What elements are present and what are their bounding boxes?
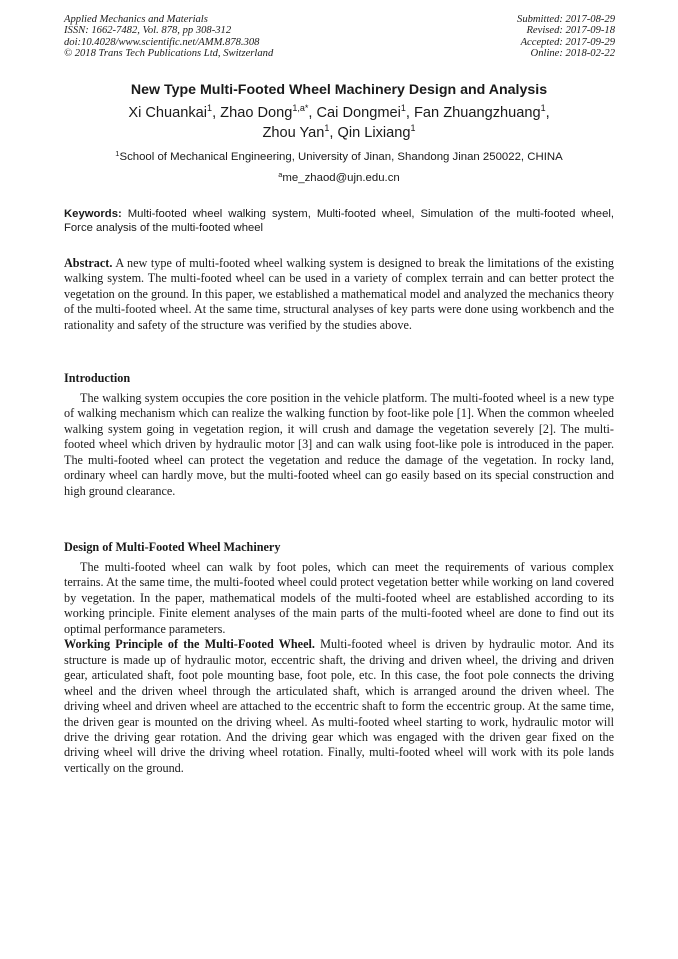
working-principle-label: Working Principle of the Multi-Footed Wheel. [64,637,315,652]
affiliation-mark: 1 [115,149,120,158]
author-affiliation-mark: 1,a* [292,103,309,113]
journal-copyright: © 2018 Trans Tech Publications Ltd, Switzerland [64,48,274,60]
abstract [64,256,614,333]
keywords-text: Multi-footed wheel walking system, Multi-footed wheel, Simulation of the multi-footed wheel, Force analysis of the multi-footed wheel [64,208,614,235]
journal-doi: doi:10.4028/www.scientific.net/AMM.878.308 [64,36,260,48]
author-name: Zhao Dong [220,105,293,121]
author-affiliation-mark: 1 [400,103,406,113]
abstract-label: Abstract. [64,256,113,270]
introduction-heading: Introduction [64,371,131,385]
author-list: Xi Chuankai$^1$, Zhao Dong$^{1,a*}$, Cai Dongmei$^1$, Fan Zhuangzhuang$^1$, Zhou Yan$^1$, Qin Lixiang$^1$ [128,103,550,141]
journal-name: Applied Mechanics and Materials [64,14,208,25]
author-affiliation-mark: 1 [410,123,416,133]
keywords-label: Keywords: [64,208,122,220]
introduction-section [64,391,614,499]
email-mark: a [278,170,283,179]
author-name: Fan Zhuangzhuang [414,105,541,121]
affiliation [0,151,678,163]
author-affiliation-mark: 1 [207,103,213,113]
affiliation-text: School of Mechanical Engineering, University of Jinan, Shandong Jinan 250022, CHINA [119,151,563,163]
journal-info [64,14,273,60]
design-paragraph: The multi-footed wheel can walk by foot poles, which can meet the requirements of various complex terrains. At the same time, the multi-footed wheel could protect vegetation better while working on land covered by vegetation. In the paper, mathematical models of the multi-footed wheel are established according to its working principle. Finite element analyses of the main parts of the multi-footed wheel are done to find out its optimal performance parameters. [64,560,614,636]
working-principle-paragraph [64,637,614,776]
author-affiliation-mark: 1 [540,103,546,113]
accepted-date: Accepted: 2017-09-29 [520,36,615,48]
paper-title: New Type Multi-Footed Wheel Machinery Design and Analysis [130,82,548,98]
revised-date: Revised: 2017-09-18 [526,25,615,37]
author-name: Zhou Yan [262,125,325,141]
working-principle-text: Multi-footed wheel is driven by hydraulic motor. And its structure is made up of hydraulic motor, eccentric shaft, the driving and driven wheel, the driving and driven gear, articulated shaft, foot pole mounting base, foot pole, etc. In this case, the foot pole connects the driving wheel and the driven wheel through the articulated shaft, which is arranged around the driven wheel. The driving wheel and driven wheel are attached to the eccentric shaft to form the eccentric group. At the same time, the driven gear is mounted on the driving wheel. As multi-footed wheel starting to work, hydraulic motor will drive the driving gear rotation. And the driving gear which was engaged with the driven gear fixed on the driving wheel will drive the driving wheel rotation. Finally, multi-footed wheel will work with its pole lands vertically on the ground. [64,637,615,775]
publication-dates [517,14,615,60]
keywords [64,207,614,236]
author-affiliation-mark: 1 [324,123,330,133]
design-section [64,560,614,776]
abstract-text: A new type of multi-footed wheel walking system is designed to break the limitations of the existing walking system. The multi-footed wheel can be used in a variety of complex terrain and can better protect the vegetation on the ground. In this paper, we established a mathematical model and analyzed the mechanics theory of the multi-footed wheel. At the same time, structural analyses of key parts were done using workbench and the rationality and safety of the structure was verified by the studies above. [64,256,615,332]
online-date: Online: 2018-02-22 [530,48,615,60]
submitted-date: Submitted: 2017-08-29 [517,14,615,25]
email-address: me_zhaod@ujn.edu.cn [282,172,400,184]
author-name: Xi Chuankai [128,105,208,121]
introduction-paragraph: The walking system occupies the core position in the vehicle platform. The multi-footed wheel is a new type of walking mechanism which can realize the walking function by foot-like pole [1]. When the common wheeled walking system going in vegetation region, it will crush and damage the vegetation severely [2]. The multi-footed wheel which driven by hydraulic motor [3] and can walk using foot-like pole is introduced in the paper. The multi-footed wheel can protect the vegetation and reduce the damage of the vegetation. In rocky land, ordinary wheel can hardly move, but the multi-footed wheel can go easily based on its special construction and high ground clearance. [64,391,614,498]
author-name: Cai Dongmei [316,105,401,121]
design-heading: Design of Multi-Footed Wheel Machinery [64,540,281,554]
journal-issn: ISSN: 1662-7482, Vol. 878, pp 308-312 [64,25,232,37]
author-email [0,172,678,184]
author-name: Qin Lixiang [337,125,411,141]
